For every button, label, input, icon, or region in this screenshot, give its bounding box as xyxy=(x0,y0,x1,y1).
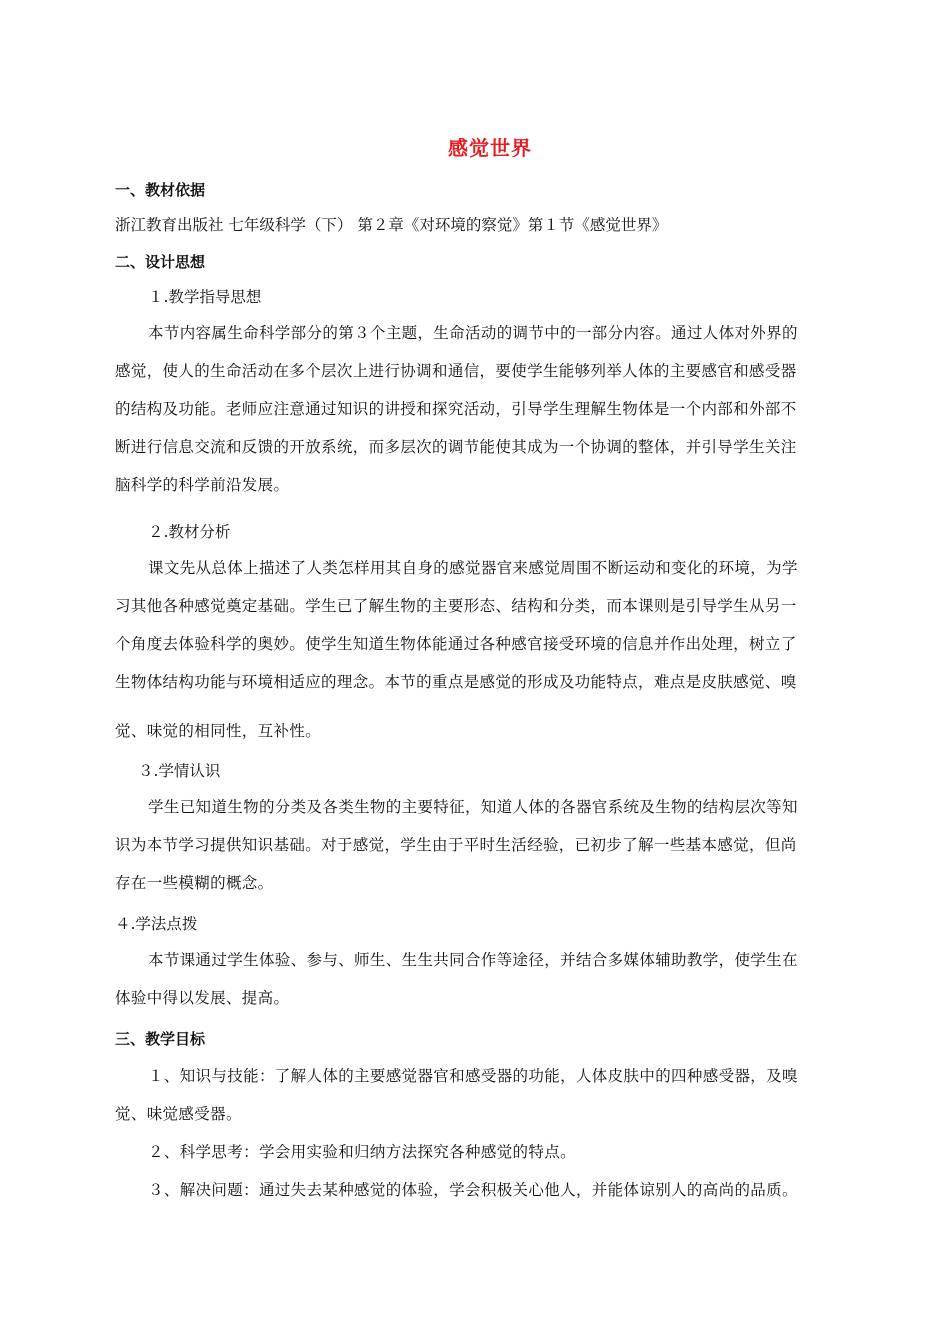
paragraph-line: 的结构及功能。老师应注意通过知识的讲授和探究活动，引导学生理解生物体是一个内部和外部不 xyxy=(115,400,797,418)
paragraph-line: 学生已知道生物的分类及各类生物的主要特征，知道人体的各器官系统及生物的结构层次等知 xyxy=(148,798,798,816)
paragraph-line: 习其他各种感觉奠定基础。学生已了解生物的主要形态、结构和分类，而本课则是引导学生从另一 xyxy=(115,597,797,615)
document-title: 感觉世界 xyxy=(448,136,532,160)
subsection-label-student-situation: ３.学情认识 xyxy=(138,762,221,780)
goal-line: 觉、味觉感受器。 xyxy=(115,1105,242,1123)
paragraph-line: 觉、味觉的相同性，互补性。 xyxy=(115,722,322,740)
goal-line: ２、科学思考：学会用实验和归纳方法探究各种感觉的特点。 xyxy=(148,1143,576,1161)
goal-line: １、知识与技能：了解人体的主要感觉器官和感受器的功能，人体皮肤中的四种感受器，及嗅 xyxy=(148,1067,798,1085)
paragraph-line: 生物体结构功能与环境相适应的理念。本节的重点是感觉的形成及功能特点，难点是皮肤感觉、嗅 xyxy=(115,673,797,691)
paragraph-line: 感觉，使人的生命活动在多个层次上进行协调和通信，要使学生能够列举人体的主要感官和感受器 xyxy=(115,362,797,380)
section-heading-textbook-basis: 一、教材依据 xyxy=(115,181,206,199)
paragraph-line: 课文先从总体上描述了人类怎样用其自身的感觉器官来感觉周围不断运动和变化的环境，为学 xyxy=(148,559,798,577)
paragraph-line: 个角度去体验科学的奥妙。使学生知道生物体能通过各种感官接受环境的信息并作出处理，树立了 xyxy=(115,635,797,653)
textbook-source-line: 浙江教育出版社 七年级科学（下） 第２章《对环境的察觉》第１节《感觉世界》 xyxy=(115,216,668,234)
goal-line: ３、解决问题：通过失去某种感觉的体验，学会积极关心他人，并能体谅别人的高尚的品质。 xyxy=(148,1181,798,1199)
subsection-label-teaching-guidance: １.教学指导思想 xyxy=(148,288,262,306)
paragraph-line: 脑科学的科学前沿发展。 xyxy=(115,476,290,494)
paragraph-line: 本节课通过学生体验、参与、师生、生生共同合作等途径，并结合多媒体辅助教学，使学生在 xyxy=(148,951,798,969)
paragraph-line: 本节内容属生命科学部分的第３个主题，生命活动的调节中的一部分内容。通过人体对外界的 xyxy=(148,324,798,342)
paragraph-line: 存在一些模糊的概念。 xyxy=(115,874,274,892)
section-heading-design-thinking: 二、设计思想 xyxy=(115,253,206,271)
paragraph-line: 断进行信息交流和反馈的开放系统，而多层次的调节能使其成为一个协调的整体，并引导学生关注 xyxy=(115,438,797,456)
subsection-label-material-analysis: ２.教材分析 xyxy=(148,523,231,541)
subsection-label-learning-methods: ４.学法点拨 xyxy=(115,915,198,933)
paragraph-line: 体验中得以发展、提高。 xyxy=(115,989,290,1007)
section-heading-teaching-goals: 三、教学目标 xyxy=(115,1030,206,1048)
paragraph-line: 识为本节学习提供知识基础。对于感觉，学生由于平时生活经验，已初步了解一些基本感觉，但尚 xyxy=(115,836,797,854)
